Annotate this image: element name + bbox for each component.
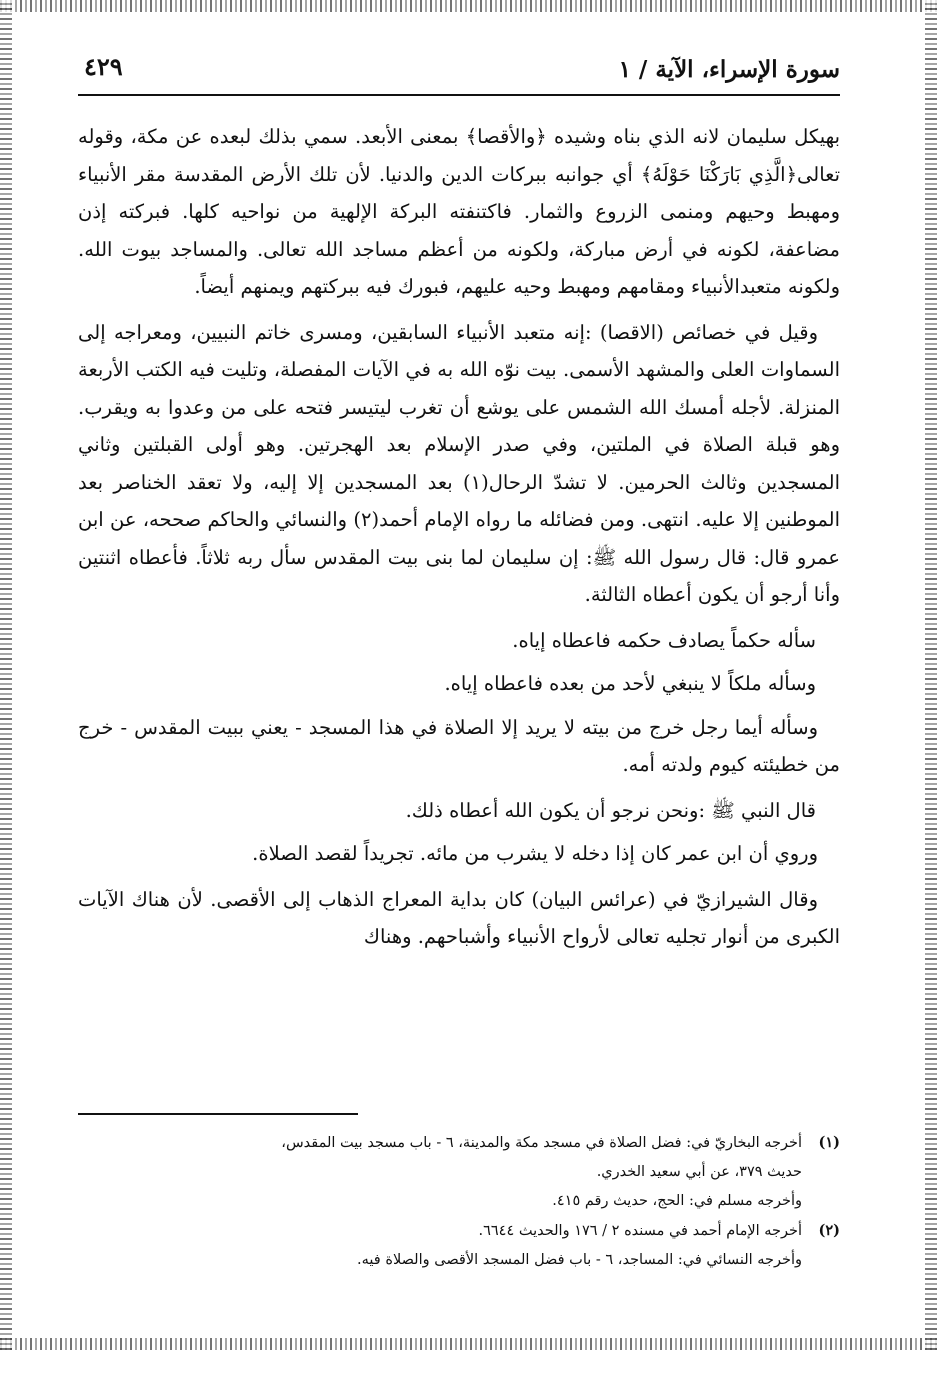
footnote-number: (١)	[818, 1134, 840, 1151]
paragraph: وقال الشيرازيّ في (عرائس البيان) كان بداية المعراج الذهاب إلى الأقصى. لأن هناك الآيات الكبرى من أنوار تجليه تعالى لأرواح الأنبياء وأشباحهم. وهناك	[78, 887, 840, 948]
page-border-left	[0, 0, 12, 1350]
footnote-text: وأخرجه مسلم في: الحج، حديث رقم ٤١٥.	[552, 1193, 802, 1209]
book-page	[78, 40, 840, 1300]
footnotes	[78, 1128, 840, 1275]
paragraph: وسأله ملكاً لا ينبغي لأحد من بعده فاعطاه إياه.	[444, 672, 816, 695]
page-border-top	[0, 0, 937, 12]
paragraph: سأله حكماً يصادف حكمه فاعطاه إياه.	[512, 628, 816, 652]
footnote-2	[78, 1216, 840, 1246]
footnote-1	[78, 1128, 840, 1158]
surah-title: سورة الإسراء، الآية / ١	[618, 56, 840, 83]
paragraph: قال النبي ﷺ :ونحن نرجو أن يكون الله أعطاه ذلك.	[405, 798, 816, 822]
main-text	[78, 118, 840, 964]
paragraph: وسأله أيما رجل خرج من بيته لا يريد إلا الصلاة في هذا المسجد - يعني ببيت المقدس - خرج من خطيئته كيوم ولدته أمه.	[78, 715, 840, 776]
running-header	[78, 50, 840, 96]
page-number: ٤٢٩	[84, 52, 123, 81]
footnote-text: أخرجه البخاريّ في: فضل الصلاة في مسجد مكة والمدينة، ٦ - باب مسجد بيت المقدس،	[281, 1135, 802, 1151]
paragraph: وقيل في خصائص (الاقصا) :إنه متعبد الأنبياء السابقين، ومسرى خاتم النبيين، ومعراجه إلى السماوات العلى والمشهد الأسمى. بيت نوّه الله به في الآيات المفصلة، وتليت فيه الكتب الأربعة المنزلة. لأجله أمسك الله الشمس على يوشع أن تغرب ليتيسر فتحه على من وعدوا به ويقرب. وهو قبلة الصلاة في الملتين، وفي صدر الإسلام بعد الهجرتين. وهو أولى القبلتين وثاني المسجدين وثالث الحرمين. لا تشدّ الرحال(١) بعد المسجدين إلا إليه، ولا تعقد الخناصر بعد الموطنين إلا عليه. انتهى. ومن فضائله ما رواه الإمام أحمد(٢) والنسائي والحاكم صححه، عن ابن عمرو قال: قال رسول الله ﷺ: إن سليمان لما بنى بيت المقدس سأل ربه ثلاثاً. فأعطاه اثنتين وأنا أرجو أن يكون أعطاه الثالثة.	[78, 320, 840, 606]
footnote-text: وأخرجه النسائي في: المساجد، ٦ - باب فضل المسجد الأقصى والصلاة فيه.	[357, 1252, 802, 1268]
paragraph: بهيكل سليمان لانه الذي بناه وشيده ﴿والأقصا﴾ بمعنى الأبعد. سمي بذلك لبعده عن مكة، وقوله تعالى﴿الَّذِي بَارَكْنَا حَوْلَهُ﴾ أي جوانبه ببركات الدين والدنيا. لأن تلك الأرض المقدسة مقر الأنبياء ومهبط وحيهم ومنمى الزروع والثمار. فاكتنفته البركة الإلهية من نواحيه كلها. فبركته إذن مضاعفة، لكونه في أرض مباركة، ولكونه من أعظم مساجد الله تعالى. والمساجد بيوت الله. ولكونه متعبدالأنبياء ومقامهم ومهبط وحيه عليهم، فبورك فيه ببركتهم ويمنهم أيضاً.	[78, 125, 840, 298]
footnote-text: حديث ٣٧٩، عن أبي سعيد الخدري.	[596, 1164, 802, 1180]
footnote-separator	[78, 1113, 358, 1115]
paragraph: وروي أن ابن عمر كان إذا دخله لا يشرب من مائه. تجريداً لقصد الصلاة.	[252, 842, 818, 865]
footnote-number: (٢)	[818, 1222, 840, 1239]
page-border-bottom	[0, 1338, 937, 1350]
footnote-text: أخرجه الإمام أحمد في مسنده ٢ / ١٧٦ والحديث ٦٦٤٤.	[478, 1223, 802, 1239]
page-border-right	[925, 0, 937, 1350]
